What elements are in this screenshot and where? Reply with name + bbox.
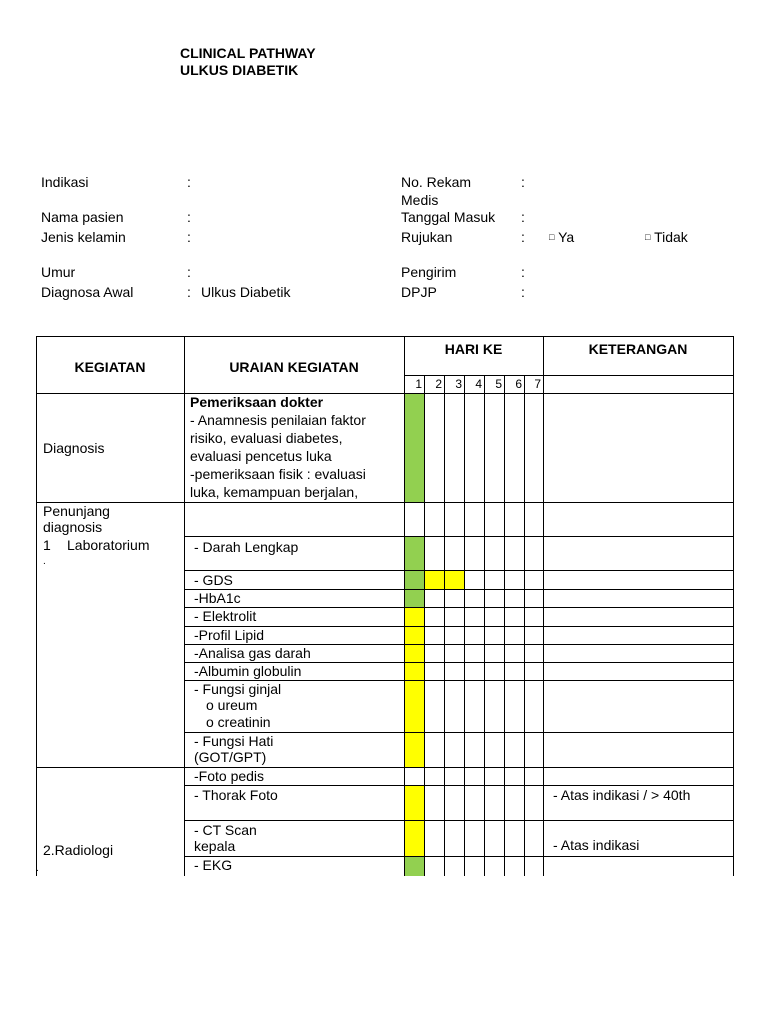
tanggal-masuk-label: Tanggal Masuk xyxy=(401,209,496,225)
indikasi-label: Indikasi xyxy=(41,174,89,190)
table-line xyxy=(184,626,734,627)
kegiatan-penunjang: Penunjang xyxy=(43,503,110,519)
diagnosa-awal-colon: : xyxy=(187,284,191,300)
table-line xyxy=(733,336,734,876)
header-hari-ke: HARI KE xyxy=(444,341,503,357)
table-line xyxy=(36,336,734,337)
day-number: 3 xyxy=(455,377,462,391)
ya-label: Ya xyxy=(558,229,575,245)
day-number: 1 xyxy=(415,377,422,391)
uraian-text-line: evaluasi pencetus luka xyxy=(190,448,332,464)
kegiatan-diagnosis: Diagnosis xyxy=(43,440,105,456)
uraian-creatinin: o creatinin xyxy=(206,714,271,730)
table-line xyxy=(424,375,425,876)
checkbox-icon[interactable]: □ xyxy=(549,232,555,242)
uraian-albumin-globulin: -Albumin globulin xyxy=(194,663,302,679)
diagnosa-awal-value: Ulkus Diabetik xyxy=(201,284,291,300)
table-line xyxy=(36,502,734,503)
uraian-ct-kepala: kepala xyxy=(194,838,236,854)
day1-diagnosis-mark xyxy=(405,394,424,502)
uraian-gds: - GDS xyxy=(194,572,233,588)
keterangan-thorak: - Atas indikasi / > 40th xyxy=(553,787,691,803)
day-number: 2 xyxy=(435,377,442,391)
kegiatan-radiologi: 2.Radiologi xyxy=(43,842,114,858)
checkbox-icon[interactable]: □ xyxy=(645,232,651,242)
umur-label: Umur xyxy=(41,264,76,280)
table-line xyxy=(484,375,485,876)
uraian-pemeriksaan-dokter: Pemeriksaan dokter xyxy=(190,394,324,410)
tidak-label: Tidak xyxy=(654,229,688,245)
uraian-text-line: - Anamnesis penilaian faktor xyxy=(190,412,366,428)
kegiatan-radiologi-dot: . xyxy=(36,863,39,874)
table-line xyxy=(184,607,734,608)
pengirim-label: Pengirim xyxy=(401,264,457,280)
table-line xyxy=(524,375,525,876)
tanggal-masuk-colon: : xyxy=(521,209,525,225)
day-number: 6 xyxy=(515,377,522,391)
uraian-ureum: o ureum xyxy=(206,697,258,713)
jenis-kelamin-colon: : xyxy=(187,229,191,245)
indikasi-colon: : xyxy=(187,174,191,190)
jenis-kelamin-label: Jenis kelamin xyxy=(41,229,126,245)
umur-colon: : xyxy=(187,264,191,280)
table-line xyxy=(184,336,185,876)
table-line xyxy=(184,536,734,537)
uraian-fungsi-hati: - Fungsi Hati xyxy=(194,733,274,749)
table-line xyxy=(504,375,505,876)
uraian-hba1c: -HbA1c xyxy=(194,590,241,606)
rujukan-ya-option[interactable] xyxy=(549,228,574,246)
table-line xyxy=(184,589,734,590)
document-title: CLINICAL PATHWAY xyxy=(180,45,316,61)
table-line xyxy=(444,375,445,876)
keterangan-ct: - Atas indikasi xyxy=(553,837,640,853)
day-number: 5 xyxy=(495,377,502,391)
uraian-text-line: -pemeriksaan fisik : evaluasi xyxy=(190,466,366,482)
kegiatan-diagnosis-sub: diagnosis xyxy=(43,519,103,535)
uraian-thorak-foto: - Thorak Foto xyxy=(194,787,278,803)
header-kegiatan: KEGIATAN xyxy=(74,359,146,375)
document-subtitle: ULKUS DIABETIK xyxy=(180,62,299,78)
rujukan-colon: : xyxy=(521,229,525,245)
header-uraian-kegiatan: URAIAN KEGIATAN xyxy=(229,359,359,375)
nama-pasien-colon: : xyxy=(187,209,191,225)
uraian-profil-lipid: -Profil Lipid xyxy=(194,627,265,643)
uraian-text-line: luka, kemampuan berjalan, xyxy=(190,484,359,500)
table-line xyxy=(404,336,405,876)
dpjp-label: DPJP xyxy=(401,284,437,300)
day-number: 4 xyxy=(475,377,482,391)
uraian-fungsi-ginjal: - Fungsi ginjal xyxy=(194,681,282,697)
uraian-ekg: - EKG xyxy=(194,857,233,873)
kegiatan-lab-dot: . xyxy=(43,556,46,567)
day1-lab-green-mark xyxy=(405,536,424,607)
table-line xyxy=(184,785,734,786)
uraian-text-line: risiko, evaluasi diabetes, xyxy=(190,430,343,446)
day-number: 7 xyxy=(534,377,541,391)
table-line xyxy=(543,336,544,876)
no-rekam-colon: : xyxy=(521,174,525,190)
kegiatan-laboratorium: Laboratorium xyxy=(67,537,150,553)
uraian-darah-lengkap: - Darah Lengkap xyxy=(194,539,299,555)
day1-ekg-mark xyxy=(405,856,424,876)
table-line xyxy=(405,375,734,376)
day1-lab-yellow-mark xyxy=(405,607,424,767)
rujukan-tidak-option[interactable] xyxy=(645,228,688,246)
table-line xyxy=(36,767,734,768)
table-line xyxy=(36,393,734,394)
table-line xyxy=(464,375,465,876)
table-line xyxy=(184,570,734,571)
uraian-ct-scan: - CT Scan xyxy=(194,822,257,838)
uraian-foto-pedis: -Foto pedis xyxy=(194,768,265,784)
dpjp-colon: : xyxy=(521,284,525,300)
pengirim-colon: : xyxy=(521,264,525,280)
header-keterangan: KETERANGAN xyxy=(588,341,688,357)
diagnosa-awal-label: Diagnosa Awal xyxy=(41,284,134,300)
medis-label: Medis xyxy=(401,192,439,208)
nama-pasien-label: Nama pasien xyxy=(41,209,124,225)
table-line xyxy=(36,336,37,876)
rujukan-label: Rujukan xyxy=(401,229,453,245)
table-line xyxy=(184,856,734,857)
kegiatan-lab-number: 1 xyxy=(43,537,51,553)
table-line xyxy=(184,820,734,821)
uraian-got-gpt: (GOT/GPT) xyxy=(194,749,267,765)
no-rekam-label: No. Rekam xyxy=(401,174,472,190)
uraian-analisa-gas-darah: -Analisa gas darah xyxy=(194,645,311,661)
uraian-elektrolit: - Elektrolit xyxy=(194,608,257,624)
